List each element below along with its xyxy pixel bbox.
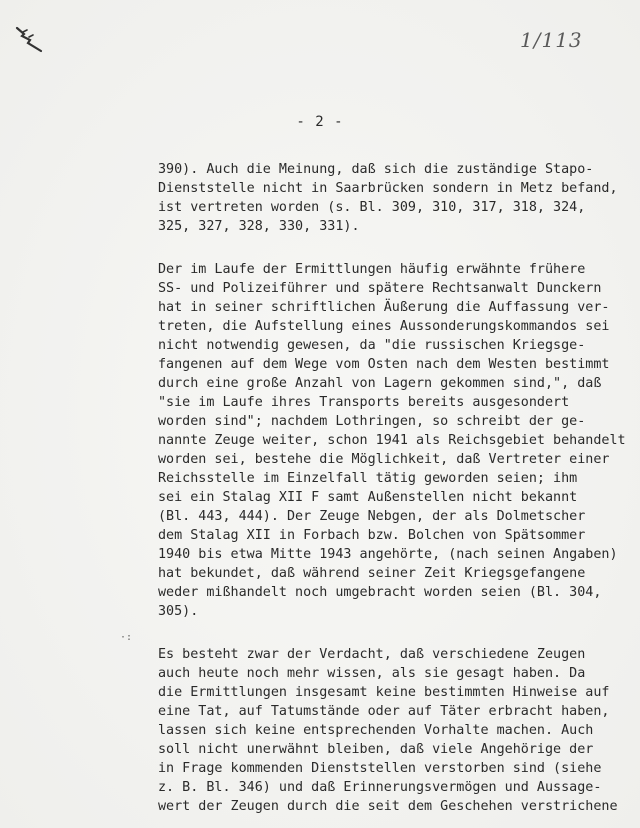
text-line: nannte Zeuge weiter, schon 1941 als Reichsgebiet behandelt bbox=[158, 433, 626, 448]
text-line: 325, 327, 328, 330, 331). bbox=[158, 219, 360, 234]
text-line: SS- und Polizeiführer und spätere Rechtsanwalt Dunckern bbox=[158, 281, 602, 296]
text-line: durch eine große Anzahl von Lagern gekommen sind,", daß bbox=[158, 376, 602, 391]
handwritten-mark-icon bbox=[14, 24, 44, 54]
text-line: (Bl. 443, 444). Der Zeuge Nebgen, der als Dolmetscher bbox=[158, 509, 586, 524]
text-line: in Frage kommenden Dienststellen verstorben sind (siehe bbox=[158, 761, 602, 776]
text-line: dem Stalag XII in Forbach bzw. Bolchen von Spätsommer bbox=[158, 528, 586, 543]
text-line: Reichsstelle im Einzelfall tätig geworden seien; ihm bbox=[158, 471, 578, 486]
text-line: 305). bbox=[158, 604, 199, 619]
text-line: Es besteht zwar der Verdacht, daß verschiedene Zeugen bbox=[158, 647, 586, 662]
text-line: eine Tat, auf Tatumstände oder auf Täter erbracht haben, bbox=[158, 704, 610, 719]
text-line: worden sei, bestehe die Möglichkeit, daß Vertreter einer bbox=[158, 452, 610, 467]
text-line: nicht notwendig gewesen, da "die russischen Kriegsge- bbox=[158, 338, 586, 353]
text-line: Der im Laufe der Ermittlungen häufig erwähnte frühere bbox=[158, 262, 586, 277]
text-line: "sie im Laufe ihres Transports bereits ausgesondert bbox=[158, 395, 570, 410]
text-line: ist vertreten worden (s. Bl. 309, 310, 317, 318, 324, bbox=[158, 200, 586, 215]
paragraph-3 bbox=[158, 645, 618, 816]
page-number: - 2 - bbox=[296, 114, 344, 130]
margin-dots: ·: bbox=[120, 632, 133, 643]
text-line: Dienststelle nicht in Saarbrücken sondern in Metz befand, bbox=[158, 181, 618, 196]
text-line: 390). Auch die Meinung, daß sich die zuständige Stapo- bbox=[158, 162, 594, 177]
text-line: lassen sich keine entsprechenden Vorhalte machen. Auch bbox=[158, 723, 594, 738]
text-line: 1940 bis etwa Mitte 1943 angehörte, (nach seinen Angaben) bbox=[158, 547, 618, 562]
paragraph-1 bbox=[158, 160, 618, 236]
text-line: treten, die Aufstellung eines Aussonderungskommandos sei bbox=[158, 319, 610, 334]
paragraph-2 bbox=[158, 260, 626, 621]
handwritten-annotation: 1/113 bbox=[520, 28, 583, 52]
text-line: fangenen auf dem Wege vom Osten nach dem Westen bestimmt bbox=[158, 357, 610, 372]
text-line: weder mißhandelt noch umgebracht worden seien (Bl. 304, bbox=[158, 585, 602, 600]
text-line: wert der Zeugen durch die seit dem Geschehen verstrichene bbox=[158, 799, 618, 814]
text-line: soll nicht unerwähnt bleiben, daß viele Angehörige der bbox=[158, 742, 594, 757]
body-text bbox=[158, 160, 626, 816]
text-line: worden sind"; nachdem Lothringen, so schreibt der ge- bbox=[158, 414, 586, 429]
text-line: hat in seiner schriftlichen Äußerung die Auffassung ver- bbox=[158, 300, 610, 315]
text-line: die Ermittlungen insgesamt keine bestimmten Hinweise auf bbox=[158, 685, 610, 700]
text-line: auch heute noch mehr wissen, als sie gesagt haben. Da bbox=[158, 666, 586, 681]
text-line: hat bekundet, daß während seiner Zeit Kriegsgefangene bbox=[158, 566, 586, 581]
text-line: sei ein Stalag XII F samt Außenstellen nicht bekannt bbox=[158, 490, 578, 505]
text-line: z. B. Bl. 346) und daß Erinnerungsvermögen und Aussage- bbox=[158, 780, 602, 795]
